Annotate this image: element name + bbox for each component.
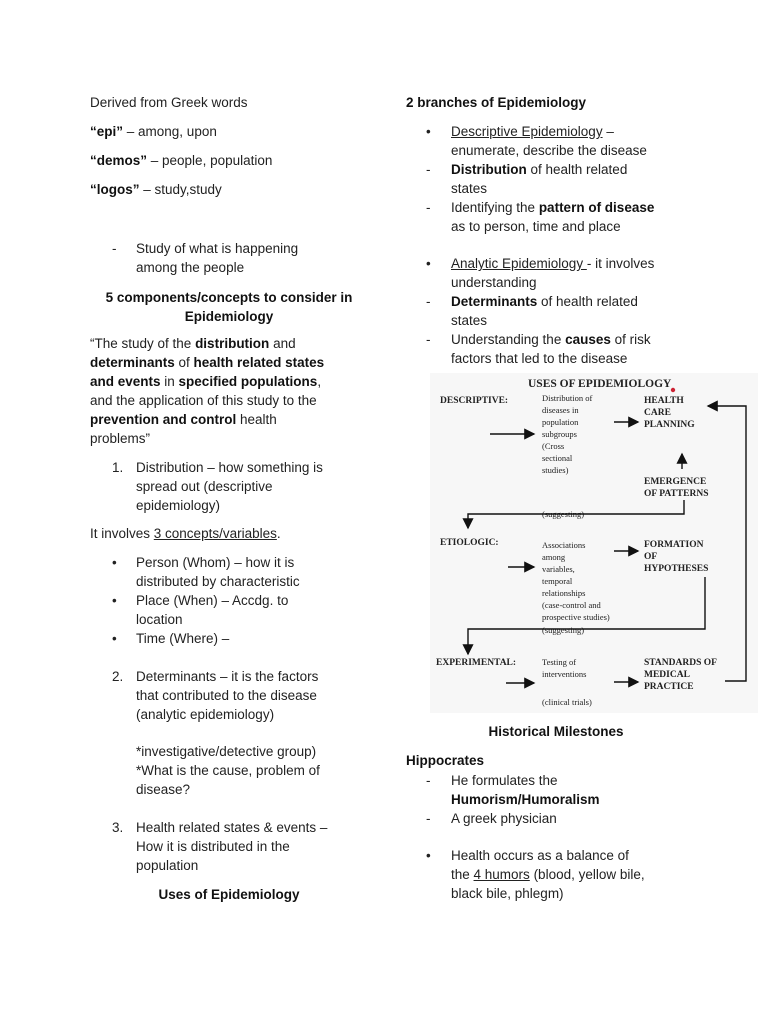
etiologic-label: ETIOLOGIC: <box>440 538 499 548</box>
branches-heading: 2 branches of Epidemiology <box>406 95 587 110</box>
svg-text:OF: OF <box>644 552 658 562</box>
diagram-title: USES OF EPIDEMIOLOGY <box>528 378 672 390</box>
svg-text:diseases in: diseases in <box>542 405 579 415</box>
bullet-place: • Place (When) – Accdg. to location <box>112 593 289 627</box>
svg-text:(Cross: (Cross <box>542 441 565 451</box>
svg-text:population: population <box>542 417 579 427</box>
numbered-item-1: 1. Distribution – how something is spread out (descriptive epidemiology) <box>112 460 323 513</box>
hippocrates-heading: Hippocrates <box>406 753 485 768</box>
analytic-bullet: • Analytic Epidemiology - it involves understanding <box>426 256 655 290</box>
descriptive-bullet: • Descriptive Epidemiology – enumerate, describe the disease <box>426 124 647 158</box>
svg-text:among: among <box>542 552 566 562</box>
svg-text:variables,: variables, <box>542 564 575 574</box>
hippocrates-dash-2: - A greek physician <box>426 811 557 826</box>
diagram-svg <box>430 373 758 713</box>
svg-text:MEDICAL: MEDICAL <box>644 670 690 680</box>
arrow-feedback <box>708 406 746 681</box>
arrow-to-etiologic <box>468 500 684 528</box>
hippocrates-dash-1: - He formulates the Humorism/Humoralism <box>426 773 600 807</box>
svg-text:FORMATION: FORMATION <box>644 540 704 550</box>
descriptive-text <box>542 393 592 475</box>
suggesting-1: (suggesting) <box>542 509 585 519</box>
determinants-dash: - Determinants of health related states <box>426 294 638 328</box>
svg-text:relationships: relationships <box>542 588 586 598</box>
suggesting-2: (suggesting) <box>542 625 585 635</box>
svg-text:PLANNING: PLANNING <box>644 420 695 430</box>
study-item: - Study of what is happening among the people <box>112 241 299 275</box>
svg-text:Associations: Associations <box>542 540 586 550</box>
svg-text:Testing of: Testing of <box>542 657 577 667</box>
concept-bullets <box>112 553 372 648</box>
svg-text:PRACTICE: PRACTICE <box>644 682 694 692</box>
bullet-person: • Person (Whom) – how it is distributed by characteristic <box>112 555 300 589</box>
red-dot <box>671 388 675 392</box>
diagram-arrows <box>468 406 746 683</box>
svg-text:(case-control and: (case-control and <box>542 600 601 610</box>
svg-text:CARE: CARE <box>644 408 671 418</box>
svg-text:studies): studies) <box>542 465 569 475</box>
svg-text:STANDARDS OF: STANDARDS OF <box>644 658 717 668</box>
identifying-dash: - Identifying the pattern of disease as to person, time and place <box>426 200 655 234</box>
components-heading: 5 components/concepts to consider in Epidemiology <box>105 290 353 324</box>
distribution-dash: - Distribution of health related states <box>426 162 628 196</box>
svg-text:temporal: temporal <box>542 576 573 586</box>
understanding-dash: - Understanding the causes of risk factors that led to the disease <box>426 332 651 366</box>
svg-text:HEALTH: HEALTH <box>644 396 684 406</box>
svg-text:sectional: sectional <box>542 453 573 463</box>
derived-text: Derived from Greek words <box>90 95 248 110</box>
epidemiology-quote: “The study of the distribution and determinants of health related states and events in specified populations, and the application of this study to the prevention and control health problems” <box>90 336 325 446</box>
epi-definition: “epi” – among, upon <box>90 124 217 139</box>
numbered-item-3: 3. Health related states & events – How it is distributed in the population <box>112 820 328 873</box>
standards-of-practice <box>644 658 717 692</box>
demos-definition: “demos” – people, population <box>90 153 273 168</box>
formation-of-hypotheses <box>644 540 708 574</box>
etiologic-text <box>542 540 610 622</box>
investigative-note: *investigative/detective group) *What is the cause, problem of disease? <box>136 744 320 797</box>
svg-text:interventions: interventions <box>542 669 587 679</box>
svg-text:Distribution of: Distribution of <box>542 393 593 403</box>
logos-definition: “logos” – study,study <box>90 182 222 197</box>
experimental-label: EXPERIMENTAL: <box>436 658 517 668</box>
svg-text:EMERGENCE: EMERGENCE <box>644 477 707 487</box>
uses-heading: Uses of Epidemiology <box>158 887 300 902</box>
uses-of-epidemiology-diagram <box>430 373 758 713</box>
clinical-trials: (clinical trials) <box>542 697 592 707</box>
bullet-time: • Time (Where) – <box>112 631 230 646</box>
svg-text:OF PATTERNS: OF PATTERNS <box>644 489 709 499</box>
health-care-planning <box>644 396 695 430</box>
experimental-text <box>542 657 586 679</box>
involves-text: It involves 3 concepts/variables. <box>90 526 281 541</box>
milestones-heading: Historical Milestones <box>488 724 624 739</box>
descriptive-label: DESCRIPTIVE: <box>440 396 509 406</box>
svg-text:prospective studies): prospective studies) <box>542 612 610 622</box>
emergence-of-patterns <box>644 477 708 499</box>
health-bullet: • Health occurs as a balance of the 4 humors (blood, yellow bile, black bile, phlegm) <box>426 848 645 901</box>
svg-text:subgroups: subgroups <box>542 429 577 439</box>
svg-text:HYPOTHESES: HYPOTHESES <box>644 564 709 574</box>
numbered-item-2: 2. Determinants – it is the factors that contributed to the disease (analytic epidemiology) <box>112 669 319 722</box>
